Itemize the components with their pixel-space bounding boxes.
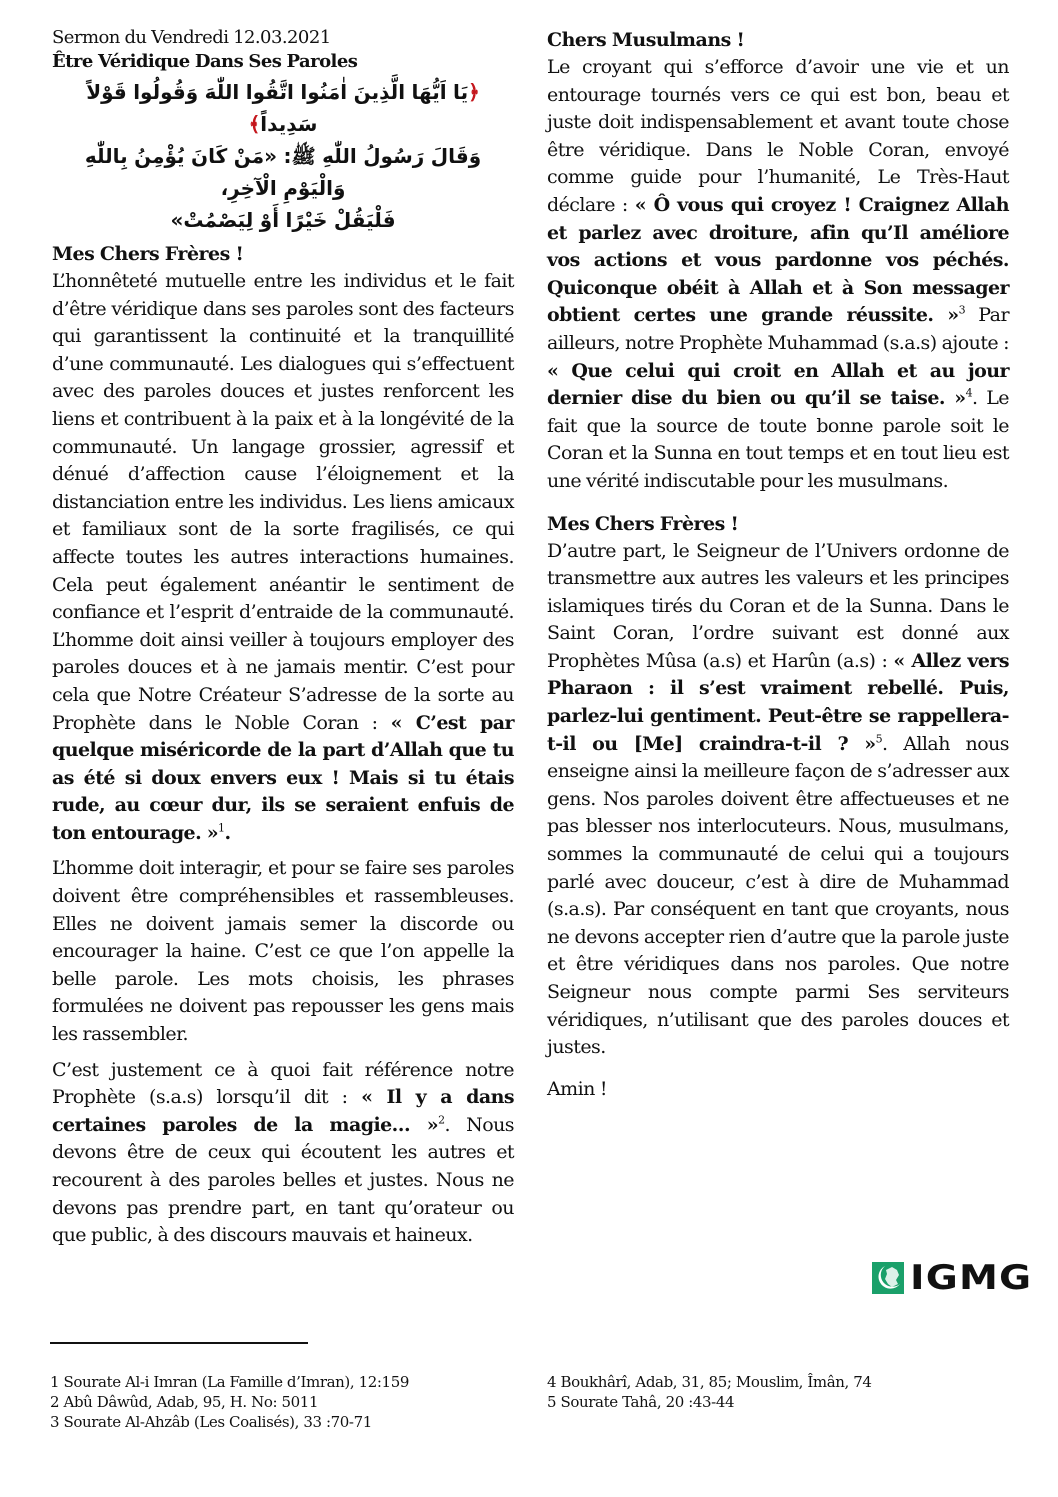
footnote-ref: 3 [958,304,966,318]
hadith-quote: « Il y a dans certaines paroles de la magie… » [52,1086,514,1136]
footnote: 1 Sourate Al-i Imran (La Famille d’Imran), 12:159 [50,1373,409,1391]
paragraph: L’homme doit interagir, et pour se faire ses paroles doivent être compréhensibles et rassembleuses. Elles ne doivent jamais semer la discorde ou encourager la haine. C’est ce que l’on appelle la belle parole. Les mots choisis, les phrases formulées ne doivent pas repousser les gens mais les rassembler. [52,857,514,1046]
footnotes-right [547,1372,872,1412]
quran-quote: « C’est par quelque miséricorde de la part d’Allah que tu as été si doux envers eux ! Mais si tu étais rude, au cœur dur, ils se seraient enfuis de ton entourage. » [52,711,514,844]
logo-text: IGMG [910,1258,1033,1298]
quran-quote: « Ô vous qui croyez ! Craignez Allah et parlez avec droiture, afin qu’Il améliore vos actions et vous pardonne vos péchés. Quiconque obéit à Allah et à Son messager obtient certes une grande réussite. » [547,193,1009,327]
footnote-ref: 2 [438,1113,445,1127]
sermon-date: Sermon du Vendredi 12.03.2021 [52,27,331,48]
hadith-quote: « Que celui qui croit en Allah et au jour dernier dise du bien ou qu’il se taise. » [547,359,1009,410]
footnotes-left [50,1372,409,1432]
section-heading: Mes Chers Frères ! [52,243,244,265]
section-heading: Chers Musulmans ! [547,29,745,51]
ornament-close-icon: ﴾ [248,112,261,136]
ornament-open-icon: ﴿ [468,80,480,104]
footnote-divider [50,1342,308,1344]
arabic-verse: ﴿يَا اَيُّهَا الَّذِينَ اٰمَنُوا اتَّقُوا اللّٰهَ وَقُولُوا قَوْلاً سَدِيداً﴾ [86,80,480,136]
footnote-ref: 1 [218,821,225,835]
left-column [52,26,514,1258]
quran-quote: « Allez vers Pharaon : il s’est vraiment rebellé. Puis, parlez-lui gentiment. Peut-être se rappellera-t-il ou [Me] craindra-t-il ? » [547,649,1009,755]
crescent-map-icon [872,1262,904,1294]
footnote: 3 Sourate Al-Ahzâb (Les Coalisés), 33 :70-71 [50,1413,372,1431]
right-column [547,26,1009,1111]
footnote: 2 Abû Dâwûd, Adab, 95, H. No: 5011 [50,1393,319,1411]
closing-text: Amin ! [547,1077,607,1100]
footnote: 5 Sourate Tahâ, 20 :43-44 [547,1393,735,1411]
footnote-ref: 5 [875,732,883,746]
sermon-title: Être Véridique Dans Ses Paroles [52,51,358,72]
paragraph: Le croyant qui s’efforce d’avoir une vie et un entourage tournés vers ce qui est bon, beau et juste doit indispensablement et avant toute chose être véridique. Dans le Noble Coran, envoyé comme guide pour l’humanité, Le Très-Haut déclare : « Ô vous qui croyez ! Craignez Allah et parlez avec droiture, afin qu’Il améliore vos actions et vous pardonne vos péchés. Quiconque obéit à Allah et à Son messager obtient certes une grande réussite. »$^3$ Par ailleurs, notre Prophète Muhammad (s.a.s) ajoute : « Que celui qui croit en Allah et au jour dernier dise du bien ou qu’il se taise. »$^4$. Le fait que la source de toute bonne parole soit le Coran et la Sunna en tout temps et en tout lieu est une vérité indiscutable pour les musulmans. [547,56,1009,492]
paragraph: C’est justement ce à quoi fait référence notre Prophète (s.a.s) lorsqu’il dit : « Il y a dans certaines paroles de la magie… »$^2$. Nous devons être de ceux qui écoutent les autres et recourent à des paroles belles et justes. Nous ne devons pas prendre part, en tant qu’orateur ou que public, à des discours mauvais et haineux. [52,1058,514,1247]
paragraph: D’autre part, le Seigneur de l’Univers ordonne de transmettre aux autres les valeurs et les principes islamiques tirés du Coran et de la Sunna. Dans le Saint Coran, l’ordre suivant est donné aux Prophètes Mûsa (a.s) et Harûn (a.s) : « Allez vers Pharaon : il s’est vraiment rebellé. Puis, parlez-lui gentiment. Peut-être se rappellera-t-il ou [Me] craindra-t-il ? »$^5$. Allah nous enseigne ainsi la meilleure façon de s’adresser aux gens. Nos paroles doivent être affectueuses et ne pas blesser nos interlocuteurs. Nous, musulmans, sommes la communauté de celui qui a toujours parlé avec douceur, c’est à dire de Muhammad (s.a.s). Par conséquent en tant que croyants, nous ne devons accepter rien d’autre que la parole juste et être véridiques dans nos paroles. Que notre Seigneur nous compte parmi Ses serviteurs véridiques, n’utilisant que des paroles douces et justes. [547,539,1009,1059]
footnote: 4 Boukhârî, Adab, 31, 85; Mouslim, Îmân, 74 [547,1373,872,1391]
igmg-logo [872,1258,1033,1298]
arabic-hadith: وَقَالَ رَسُولُ اللّٰهِ ﷺ: «مَنْ كَانَ يُؤْمِنُ بِاللّٰهِ وَالْيَوْمِ الْآخِرِ، فَلْيَقُلْ خَيْرًا أَوْ لِيَصْمُتْ» [84,144,482,232]
footnote-ref: 4 [965,386,973,400]
section-heading: Mes Chers Frères ! [547,512,739,535]
paragraph: L’honnêteté mutuelle entre les individus et le fait d’être véridique dans ses paroles sont des facteurs qui garantissent la continuité et la tranquillité d’une communauté. Les dialogues qui s’effectuent avec des paroles douces et justes renforcent les liens et contribuent à la paix et à la longévité de la communauté. Un langage grossier, agressif et dénué d’affection cause l’éloignement et la distanciation entre les individus. Les liens amicaux et familiaux sont de la sorte fragilisés, ce qui affecte toutes les autres interactions humaines. Cela peut également anéantir le sentiment de confiance et l’esprit d’entraide de la communauté. L’homme doit ainsi veiller à toujours employer des paroles douces et à ne jamais mentir. C’est pour cela que Notre Créateur S’adresse de la sorte au Prophète dans le Noble Coran : « C’est par quelque miséricorde de la part d’Allah que tu as été si doux envers eux ! Mais si tu étais rude, au cœur dur, ils se seraient enfuis de ton entourage. »$^1$. [52,270,514,844]
